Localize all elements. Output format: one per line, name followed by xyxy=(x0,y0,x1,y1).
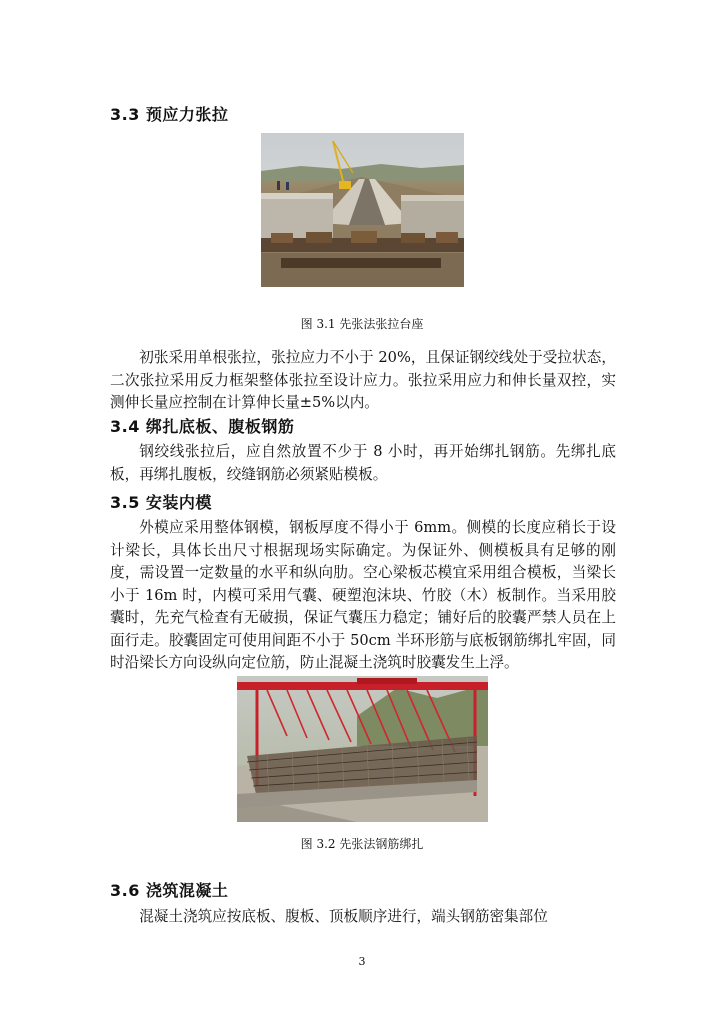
figure-3-2-caption: 图 3.2 先张法钢筋绑扎 xyxy=(300,837,424,851)
figure-3-1-photo xyxy=(261,133,464,287)
section-heading-3-6: 3.6 浇筑混凝土 xyxy=(110,881,229,900)
paragraph-inner-form: 外模应采用整体钢模，钢板厚度不得小于 6mm。侧模的长度应稍长于设计梁长，具体长出尺寸根据现场实际确定。为保证外、侧模板具有足够的刚度，需设置一定数量的水平和纵向肋。空心梁板芯模宜采用组合模板，当梁长小于 16m 时，内模可采用气囊、硬塑泡沫块、竹胶（木）板制作。当采用胶囊时，先充气检查有无破损，保证气囊压力稳定；铺好后的胶囊严禁人员在上面行走。胶囊固定可使用间距不小于 50cm 半环形筋与底板钢筋绑扎牢固，同时沿梁长方向设纵向定位筋，防止混凝土浇筑时胶囊发生上浮。 xyxy=(110,519,616,671)
paragraph-concrete-pouring: 混凝土浇筑应按底板、腹板、顶板顺序进行，端头钢筋密集部位 xyxy=(139,908,548,925)
paragraph-tensioning: 初张采用单根张拉，张拉应力不小于 20%，且保证钢绞线处于受拉状态，二次张拉采用反力框架整体张拉至设计应力。张拉采用应力和伸长量双控，实测伸长量应控制在计算伸长量±5%以内。 xyxy=(110,349,616,411)
section-heading-3-4: 3.4 绑扎底板、腹板钢筋 xyxy=(110,417,295,436)
page-number: 3 xyxy=(358,955,366,968)
section-heading-3-3: 3.3 预应力张拉 xyxy=(110,105,229,124)
paragraph-rebar-binding: 钢绞线张拉后，应自然放置不少于 8 小时，再开始绑扎钢筋。先绑扎底板，再绑扎腹板，绞缝钢筋必须紧贴模板。 xyxy=(110,443,616,483)
section-heading-3-5: 3.5 安装内模 xyxy=(110,493,212,512)
figure-3-2-photo xyxy=(237,676,488,822)
figure-3-1-caption: 图 3.1 先张法张拉台座 xyxy=(300,317,424,331)
